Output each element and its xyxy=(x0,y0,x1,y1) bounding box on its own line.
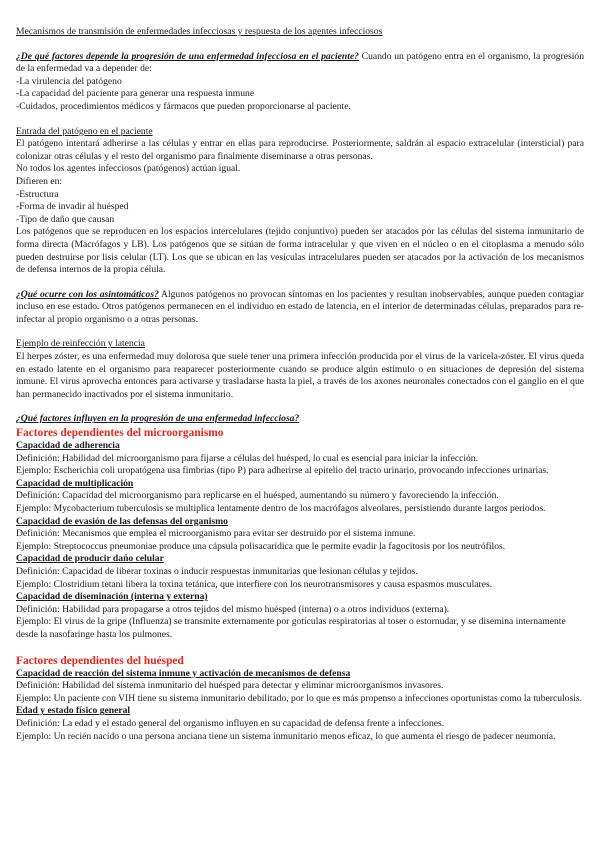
micro-item-name: Capacidad de producir daño celular xyxy=(16,553,164,565)
micro-item-example: Ejemplo: Streptococcus pneumoniae produce una cápsula polisacarídica que le permite evadir la fagocitosis por los neutrófilos. xyxy=(16,540,506,552)
micro-item-example: Ejemplo: Clostridium tetani libera la toxina tetánica, que interfiere con los neurotransmisores y causa espasmos musculares. xyxy=(16,578,493,590)
ejemplo-text: El herpes zóster, es una enfermedad muy dolorosa que suele tener una primera infección producida por el virus de la varicela-zóster. El virus queda en estado latente en el organismo para reaparecer posteriormente cuando se produce algún estímulo o en situaciones de depresión del sistema inmune. El virus aprovecha entonces para activarse y trasladarse hasta la piel, a través de los axones neuronales conectados con el ganglio en el que han permanecido inactivados por el sistema inmunitario. xyxy=(16,351,584,400)
micro-item-definition: Definición: Habilidad para propagarse a otros tejidos del mismo huésped (interna) o a otros individuos (externa). xyxy=(16,603,450,615)
micro-item-definition: Definición: Habilidad del microorganismo para fijarse a células del huésped, lo cual es esencial para iniciar la infección. xyxy=(16,452,479,464)
host-item-name: Capacidad de reacción del sistema inmune y activación de mecanismos de defensa xyxy=(16,667,351,679)
entrada-item: -Estructura xyxy=(16,188,59,200)
entrada-item: -Forma de invadir al huésped xyxy=(16,201,129,213)
q2-question: ¿Qué ocurre con los asintomáticos? xyxy=(16,288,159,300)
q1-question: ¿De qué factores depende la progresión de una enfermedad infecciosa en el paciente? xyxy=(16,50,359,62)
micro-item-definition: Definición: Capacidad del microorganismo para replicarse en el huésped, aumentando su número y favoreciendo la infección. xyxy=(16,490,499,502)
entrada-item: -Tipo de daño que causan xyxy=(16,213,115,225)
micro-item-definition: Definición: Mecanismos que emplea el microorganismo para evitar ser destruido por el sistema inmune. xyxy=(16,528,416,540)
entrada-p4: Los patógenos que se reproducen en los espacios intercelulares (tejido conjuntivo) pueden ser atacados por las células del sistema inmunitario de forma directa (Macrófagos y LB). Los patógenos que se sitúan de forma intracelular y que viven en el núcleo o en el citoplasma a menudo sólo pueden destruirse por lisis celular (LT). Los que se ubican en las vesículas intracelulares pueden ser atacados por la activación de los mecanismos de defensa internos de la propia célula. xyxy=(16,226,584,276)
host-item-example: Ejemplo: Un recién nacido o una persona anciana tiene un sistema inmunitario menos eficaz, lo que aumenta el riesgo de padecer neumonía. xyxy=(16,730,556,742)
entrada-heading: Entrada del patógeno en el paciente xyxy=(16,125,153,137)
entrada-p1: El patógeno intentará adherirse a las células y entrar en ellas para reproducirse. Posteriormente, saldrán al espacio extracelular (intersticial) para colonizar otras células y el resto del organismo para finalmente diseminarse a otras personas. xyxy=(16,138,584,162)
q1-item: -La capacidad del paciente para generar una respuesta inmune xyxy=(16,88,255,100)
q3-question: ¿Qué factores influyen en la progresión de una enfermedad infecciosa? xyxy=(16,413,300,425)
q1-item: -La virulencia del patógeno xyxy=(16,75,122,87)
micro-item-name: Capacidad de multiplicación xyxy=(16,477,134,489)
q2-paragraph xyxy=(16,289,584,327)
host-item-example: Ejemplo: Un paciente con VIH tiene su sistema inmunitario debilitado, por lo que es más propenso a infecciones oportunistas como la tuberculosis. xyxy=(16,692,582,704)
host-item-name: Edad y estado físico general xyxy=(16,705,131,717)
micro-item-definition: Definición: Capacidad de liberar toxinas o inducir respuestas inmunitarias que lesionan células y tejidos. xyxy=(16,565,418,577)
micro-item-example: Ejemplo: Escherichia coli uropatógena usa fimbrias (tipo P) para adherirse al epitelio del tracto urinario, provocando infecciones urinarias. xyxy=(16,465,549,477)
micro-heading: Factores dependientes del microorganismo xyxy=(16,427,224,440)
host-heading: Factores dependientes del huésped xyxy=(16,654,184,667)
host-item-definition: Definición: La edad y el estado general del organismo influyen en su capacidad de defensa frente a infecciones. xyxy=(16,717,445,729)
micro-item-example: Ejemplo: Mycobacterium tuberculosis se multiplica lentamente dentro de los macrófagos alveolares, persistiendo durante largos periodos. xyxy=(16,503,546,514)
host-item-definition: Definición: Habilidad del sistema inmunitario del huésped para detectar y eliminar microorganismos invasores. xyxy=(16,680,444,692)
micro-item-name: Capacidad de evasión de las defensas del organismo xyxy=(16,515,228,527)
q1-answer: Cuando un patógeno entra en el organismo, la progresión de la enfermedad va a depender de: xyxy=(16,50,584,75)
document-title: Mecanismos de transmisión de enfermedades infecciosas y respuesta de los agentes infecciosos xyxy=(16,26,383,37)
q2-answer: Algunos patógenos no provocan síntomas en los pacientes y resultan inobservables, aunque pueden contagiar incluso en ese estado. Otros patógenos permanecen en el individuo en estado de latencia, en el interior de determinadas células, preparados para re-infectar al propio organismo o a otras personas. xyxy=(16,288,584,325)
micro-item-name: Capacidad de diseminación (interna y externa) xyxy=(16,591,208,603)
q1-item: -Cuidados, procedimientos médicos y fármacos que pueden proporcionarse al paciente. xyxy=(16,100,351,112)
ejemplo-heading: Ejemplo de reinfección y latencia xyxy=(16,338,145,350)
micro-item-name: Capacidad de adherencia xyxy=(16,440,120,452)
entrada-p3: Difieren en: xyxy=(16,175,63,187)
q1-paragraph xyxy=(16,51,584,76)
entrada-p2: No todos los agentes infecciosos (patógenos) actúan igual. xyxy=(16,163,241,175)
micro-item-example: Ejemplo: El virus de la gripe (Influenza) se transmite externamente por gotículas respiratorias al toser o estornudar, y se disemina internamente desde la nasofaringe hasta los pulmones. xyxy=(16,616,566,640)
